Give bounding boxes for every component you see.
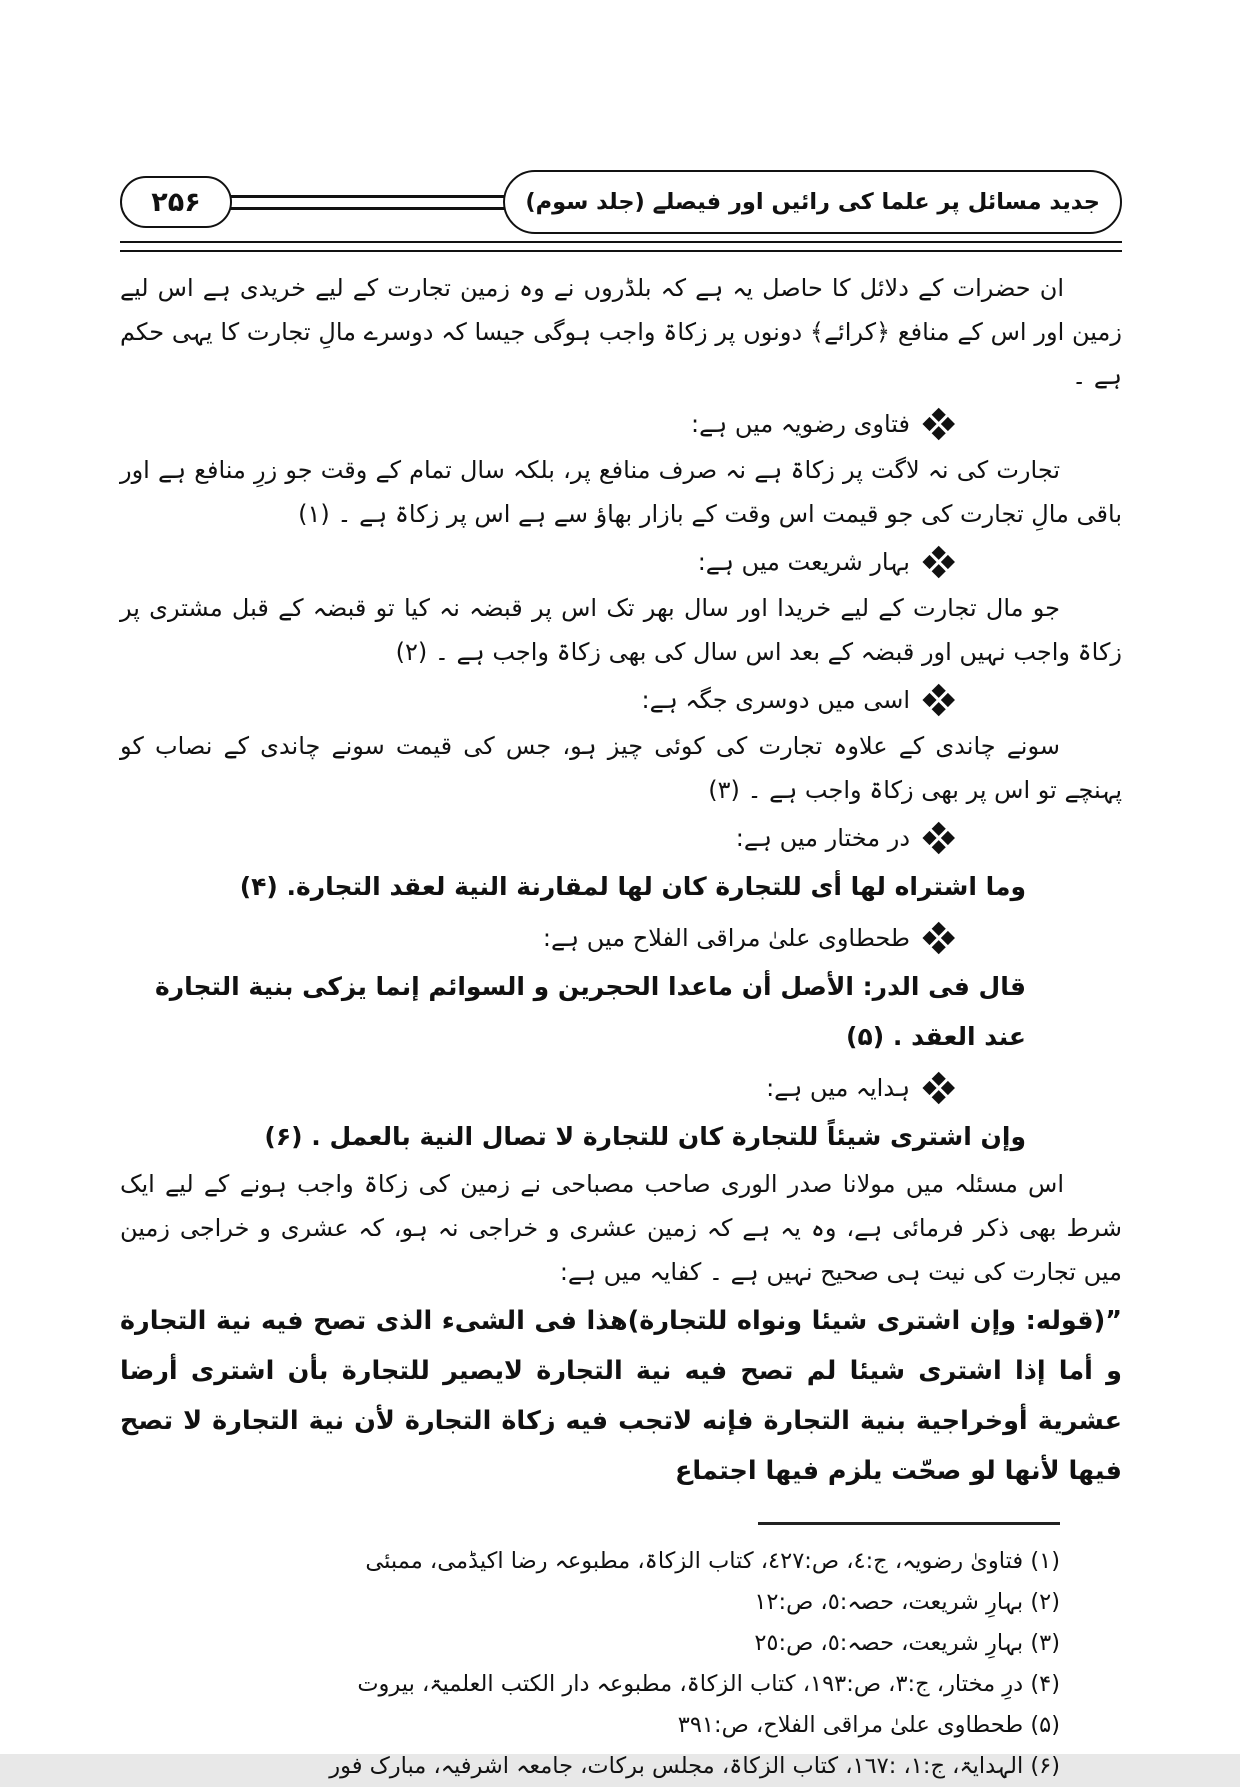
- page-number-badge: [120, 176, 232, 228]
- book-title: جدید مسائل پر علما کی رائیں اور فیصلے (جلد سوم): [525, 189, 1100, 215]
- section-heading: [120, 678, 1122, 722]
- footnote-separator-rule: [758, 1522, 1060, 1525]
- section-heading-label: فتاوی رضویہ میں ہے:: [691, 410, 910, 438]
- diamond-bullet-icon: [921, 821, 955, 855]
- diamond-bullet-icon: [921, 921, 955, 955]
- diamond-bullet-icon: [921, 1071, 955, 1105]
- diamond-bullet-icon: [921, 683, 955, 717]
- section-heading: [120, 816, 1122, 860]
- diamond-bullet-icon: [921, 545, 955, 579]
- book-title-cartouche: [503, 170, 1122, 234]
- arabic-quote-text: وما اشتراه لها أى للتجارة كان لها لمقارنة النية لعقد التجارة. (۴): [239, 872, 1026, 901]
- closing-paragraph: اس مسئلہ میں مولانا صدر الوری صاحب مصباحی نے زمین کی زکاۃ واجب ہونے کے لیے ایک شرط بھی ذکر فرمائی ہے، وہ یہ ہے کہ زمین عشری و خراجی نہ ہو، کہ عشری و خراجی زمین میں تجارت کی نیت ہی صحیح نہیں ہے ۔ کفایہ میں ہے:: [120, 1170, 1122, 1286]
- footnote-item: (۶) الہدایۃ، ج:۱، :۱٦۷، کتاب الزکاۃ، مجلس برکات، جامعہ اشرفیہ، مبارک فور: [329, 1752, 1060, 1779]
- section-heading-label: ہدایہ میں ہے:: [766, 1074, 910, 1102]
- footnote-item: (۱) فتاویٰ رضویہ، ج:٤، ص:٤٢٧، کتاب الزکاۃ، مطبوعہ رضا اکیڈمی، ممبئی: [365, 1547, 1060, 1574]
- arabic-quote-text: وإن اشترى شيئاً للتجارة كان للتجارة لا تصال النية بالعمل . (۶): [264, 1122, 1026, 1151]
- section-heading-label: طحطاوی علیٰ مراقی الفلاح میں ہے:: [542, 924, 910, 952]
- page-body: [120, 266, 1122, 1496]
- footnote-item: (۳) بہارِ شریعت، حصہ:٥، ص:٢٥: [754, 1629, 1060, 1656]
- arabic-quote-text: قال فى الدر: الأصل أن ماعدا الحجرين و السوائم إنما يزكى بنية التجارة عند العقد . (۵): [154, 972, 1026, 1051]
- section-heading: [120, 540, 1122, 584]
- diamond-bullet-icon: [921, 407, 955, 441]
- quote-text: جو مال تجارت کے لیے خریدا اور سال بھر تک اس پر قبضہ نہ کیا تو قبضہ کے قبل مشتری پر زکاۃ واجب نہیں اور قبضہ کے بعد اس سال کی بھی زکاۃ واجب ہے ۔ (۲): [120, 594, 1122, 666]
- footnote-item: (۲) بہارِ شریعت، حصہ:٥، ص:۱۲: [754, 1588, 1060, 1615]
- section-heading-label: اسی میں دوسری جگہ ہے:: [641, 686, 910, 714]
- page-number: ۲۵۶: [151, 186, 201, 218]
- arabic-passage: ”(قوله: وإن اشترى شيئا ونواه للتجارة)هذا فى الشىء الذى تصح فيه نية التجارة و أما إذا اشترى شيئا لم تصح فيه نية التجارة لايصير للتجارة بأن اشترى أرضا عشرية أوخراجية بنية التجارة فإنه لاتجب فيه زكاة التجارة لأن نية التجارة لا تصح فيها لأنها لو صحّت يلزم فيها اجتماع: [120, 1306, 1122, 1486]
- header-rule: [226, 195, 509, 210]
- section-heading: [120, 1066, 1122, 1110]
- section-heading: [120, 916, 1122, 960]
- header-double-rule: [120, 241, 1122, 252]
- footnotes-block: [120, 1522, 1122, 1787]
- page-header: [120, 170, 1122, 234]
- section-heading-label: بہار شریعت میں ہے:: [697, 548, 910, 576]
- section-heading-label: در مختار میں ہے:: [735, 824, 910, 852]
- section-heading: [120, 402, 1122, 446]
- quote-text: تجارت کی نہ لاگت پر زکاۃ ہے نہ صرف منافع پر، بلکہ سال تمام کے وقت جو زرِ منافع ہے اور باقی مالِ تجارت کی جو قیمت اس وقت کے بازار بھاؤ سے ہے اس پر زکاۃ ہے ۔ (۱): [120, 456, 1122, 528]
- footnote-item: (۵) طحطاوی علیٰ مراقی الفلاح، ص:۳۹۱: [677, 1711, 1060, 1738]
- quote-text: سونے چاندی کے علاوہ تجارت کی کوئی چیز ہو، جس کی قیمت سونے چاندی کے نصاب کو پہنچے تو اس پر بھی زکاۃ واجب ہے ۔ (۳): [120, 732, 1122, 804]
- intro-paragraph: ان حضرات کے دلائل کا حاصل یہ ہے کہ بلڈروں نے وہ زمین تجارت کے لیے خریدی ہے اس لیے زمین اور اس کے منافع ﴿کرائے﴾ دونوں پر زکاۃ واجب ہوگی جیسا کہ دوسرے مالِ تجارت کا یہی حکم ہے ۔: [120, 274, 1122, 390]
- footnote-item: (۴) درِ مختار، ج:۳، ص:۱۹۳، کتاب الزکاۃ، مطبوعہ دار الکتب العلمیۃ، بیروت: [357, 1670, 1060, 1697]
